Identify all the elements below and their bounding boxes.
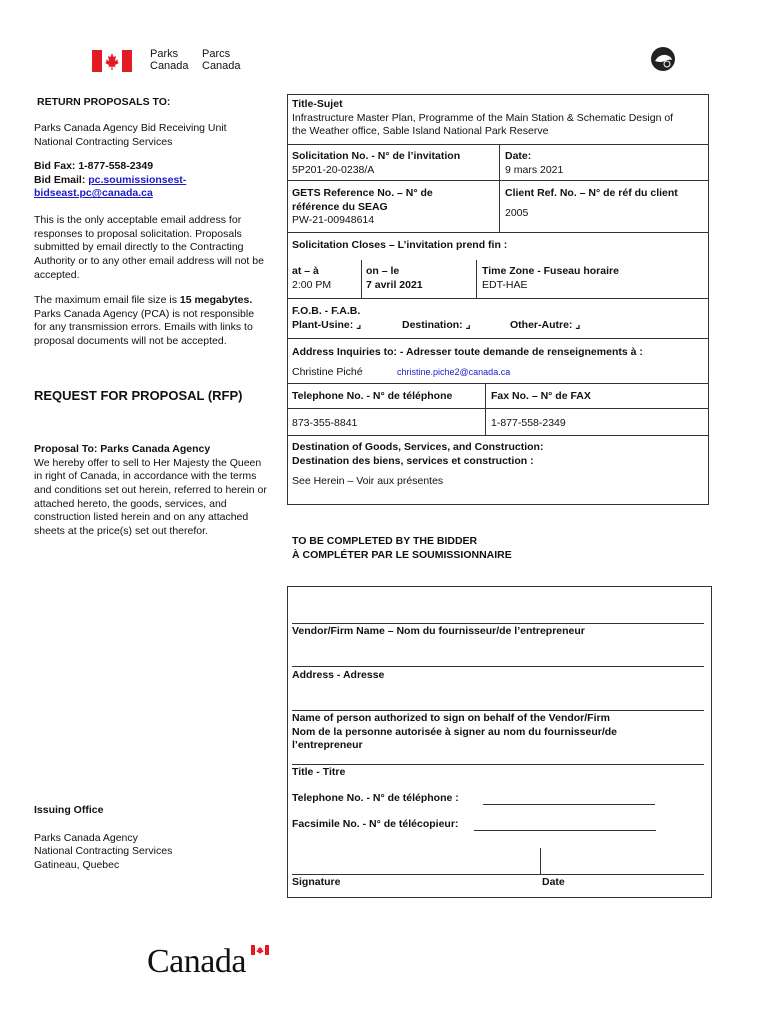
goods-label: Destination of Goods, Services, and Construction: [292, 441, 544, 453]
proposal-to: Proposal To: Parks Canada Agency [34, 443, 211, 455]
timezone-value: EDT-HAE [482, 278, 528, 291]
bidder-fax-line[interactable] [474, 830, 656, 831]
row-divider [287, 232, 709, 233]
fax-label: Fax No. – N° de FAX [491, 390, 591, 402]
logo-fr-line1: Parcs [202, 48, 231, 60]
title-label: Title-Sujet [292, 98, 343, 110]
bidder-title [292, 535, 512, 562]
vendor-field-line[interactable] [292, 623, 704, 624]
vendor-label: Vendor/Firm Name – Nom du fournisseur/de l’entrepreneur [292, 625, 585, 637]
size-bold: 15 megabytes. [179, 294, 253, 306]
receiving-unit [34, 122, 227, 149]
destination-field [402, 319, 471, 333]
person-label-fr: Nom de la personne autorisée à signer au nom du fournisseur/de [292, 725, 617, 738]
size-note [34, 294, 254, 349]
person-label-fr2: l’entrepreneur [292, 739, 363, 752]
row-divider [287, 383, 709, 384]
bidder-telephone-label: Telephone No. - N° de téléphone : [292, 792, 459, 804]
col-divider [499, 144, 500, 232]
fax-value: 1-877-558-2349 [491, 417, 566, 429]
bidder-fax-label: Facsimile No. - N° de télécopieur: [292, 818, 459, 830]
timezone-label: Time Zone - Fuseau horaire [482, 265, 619, 277]
gets-value: PW-21-00948614 [292, 214, 375, 227]
title-field-line[interactable] [292, 764, 704, 765]
contact-name: Christine Piché [292, 366, 363, 378]
bid-email-label: Bid Email: [34, 173, 86, 186]
plant-label: Plant-Usine: [292, 318, 357, 331]
title-cell [292, 98, 673, 139]
address-field-line[interactable] [292, 666, 704, 667]
date-label: Date: [505, 150, 532, 162]
date-cell [505, 150, 563, 177]
proposal-line: We hereby offer to sell to Her Majesty the Queen [34, 456, 262, 469]
inquiries-label: Address Inquiries to: - Adresser toute demande de renseignements à : [292, 346, 643, 358]
person-label [292, 712, 617, 753]
gets-label: référence du SEAG [292, 200, 388, 213]
bidder-title-en: TO BE COMPLETED BY THE BIDDER [292, 535, 478, 547]
col-divider [361, 260, 362, 298]
col-divider [485, 383, 486, 435]
closes-label-fr: – L’invitation prend fin : [385, 239, 508, 251]
beaver-seal-icon [650, 46, 676, 72]
signature-field-line[interactable] [292, 874, 704, 875]
size-line: for any transmission errors. Emails with links to [34, 321, 253, 334]
person-label-en: Name of person authorized to sign on behalf of the Vendor/Firm [292, 712, 610, 724]
services-name: National Contracting Services [34, 135, 173, 148]
other-label: Other-Autre: [510, 319, 576, 331]
box-top [287, 94, 709, 95]
row-divider [287, 180, 709, 181]
logo-fr-line2: Canada [202, 60, 241, 72]
client-ref-value: 2005 [505, 206, 529, 219]
contact-email[interactable]: christine.piche2@canada.ca [397, 367, 511, 377]
issuing-line: National Contracting Services [34, 845, 173, 858]
col-divider [476, 260, 477, 298]
title-value-line: Infrastructure Master Plan, Programme of the Main Station & Schematic Design of [292, 111, 674, 124]
other-field [510, 319, 580, 333]
size-line: Parks Canada Agency (PCA) is not responsible [34, 307, 255, 320]
at-cell [292, 265, 331, 292]
client-ref-cell [505, 187, 678, 220]
client-ref-label: Client Ref. No. – N° de réf du client [505, 187, 678, 199]
solicitation-cell [292, 150, 460, 177]
closes-cell [292, 239, 507, 253]
goods-destination-cell [292, 441, 543, 489]
proposal-to-block [34, 443, 267, 538]
bidder-date-label: Date [542, 876, 565, 888]
proposal-line: attached hereto, the goods, services, and [34, 497, 227, 510]
rfp-title: REQUEST FOR PROPOSAL (RFP) [34, 388, 243, 403]
note-line: responses to proposal solicitation. Proposals [34, 227, 242, 240]
telephone-value: 873-355-8841 [292, 417, 358, 429]
goods-value: See Herein – Voir aux présentes [292, 475, 444, 488]
proposal-line: in right of Canada, in accordance with the terms [34, 470, 257, 483]
goods-label-fr: Destination des biens, services et construction : [292, 454, 534, 467]
proposal-line: and conditions set out herein, referred to herein or [34, 483, 267, 496]
row-divider [287, 298, 709, 299]
bidder-box-bottom [287, 897, 712, 898]
title-value-line: the Weather office, Sable Island National Park Reserve [292, 125, 549, 138]
destination-mark: ⌟ [465, 319, 471, 331]
on-label: on – le [366, 265, 400, 277]
bidder-title-fr: À COMPLÉTER PAR LE SOUMISSIONNAIRE [292, 548, 512, 561]
size-line: proposal documents will not be accepted. [34, 334, 227, 347]
box-right [708, 94, 709, 505]
box-left [287, 94, 288, 505]
proposal-line: construction listed herein and on any attached [34, 511, 249, 524]
person-field-line[interactable] [292, 710, 704, 711]
bid-email-link-2[interactable]: bidseast.pc@canada.ca [34, 187, 153, 200]
fob-cell [292, 305, 361, 332]
row-divider [287, 408, 709, 409]
row-divider [287, 144, 709, 145]
gets-label: GETS Reference No. – N° de [292, 187, 433, 199]
on-value: 7 avril 2021 [366, 278, 423, 291]
note-line: This is the only acceptable email address for [34, 214, 242, 226]
wordmark-flag-icon [251, 945, 269, 955]
destination-label: Destination: [402, 319, 466, 331]
bidder-title-label: Title - Titre [292, 766, 346, 778]
bidder-telephone-line[interactable] [483, 804, 655, 805]
proposal-line: sheets at the price(s) set out therefor. [34, 524, 208, 537]
note-line: accepted. [34, 268, 80, 281]
timezone-cell [482, 265, 619, 292]
at-label: at – à [292, 265, 319, 277]
signature-label: Signature [292, 876, 341, 888]
on-cell [366, 265, 423, 292]
canada-wordmark [147, 942, 246, 982]
bid-fax: Bid Fax: 1-877-558-2349 [34, 160, 154, 172]
telephone-label: Telephone No. - N° de téléphone [292, 390, 453, 402]
issuing-title: Issuing Office [34, 804, 104, 816]
note-line: Authority or to any other email address will not be [34, 254, 264, 267]
canada-wordmark-text: Canada [147, 943, 246, 980]
canada-flag-icon [92, 50, 132, 72]
return-proposals-title: RETURN PROPOSALS TO: [37, 96, 171, 108]
bid-contact [34, 160, 186, 201]
solicitation-label: Solicitation No. - N° de l’invitation [292, 150, 461, 162]
closes-label: Solicitation Closes [292, 239, 386, 251]
signature-date-divider [540, 848, 541, 874]
bidder-box-left [287, 586, 288, 898]
address-label: Address - Adresse [292, 669, 385, 681]
parks-canada-logo [92, 48, 252, 74]
row-divider [287, 338, 709, 339]
row-divider [287, 435, 709, 436]
gets-cell [292, 187, 433, 228]
issuing-line: Parks Canada Agency [34, 831, 138, 844]
issuing-office [34, 804, 172, 873]
fob-label: F.O.B. - F.A.B. [292, 305, 361, 317]
solicitation-value: 5P201-20-0238/A [292, 163, 375, 176]
other-mark: ⌟ [575, 319, 581, 331]
agency-name: Parks Canada Agency Bid Receiving Unit [34, 122, 227, 134]
plant-mark: ⌟ [356, 318, 362, 331]
box-bottom [287, 504, 709, 505]
bid-email-link-1[interactable]: pc.soumissionsest- [88, 173, 187, 186]
date-value: 9 mars 2021 [505, 163, 564, 176]
bidder-box-top [287, 586, 712, 587]
issuing-line: Gatineau, Quebec [34, 858, 120, 871]
size-text: The maximum email file size is [34, 294, 180, 306]
logo-en-line1: Parks [150, 48, 179, 60]
at-value: 2:00 PM [292, 278, 332, 291]
bidder-box-right [711, 586, 712, 898]
logo-en-line2: Canada [150, 60, 189, 72]
note-line: submitted by email directly to the Contracting [34, 241, 244, 254]
email-note [34, 214, 264, 282]
